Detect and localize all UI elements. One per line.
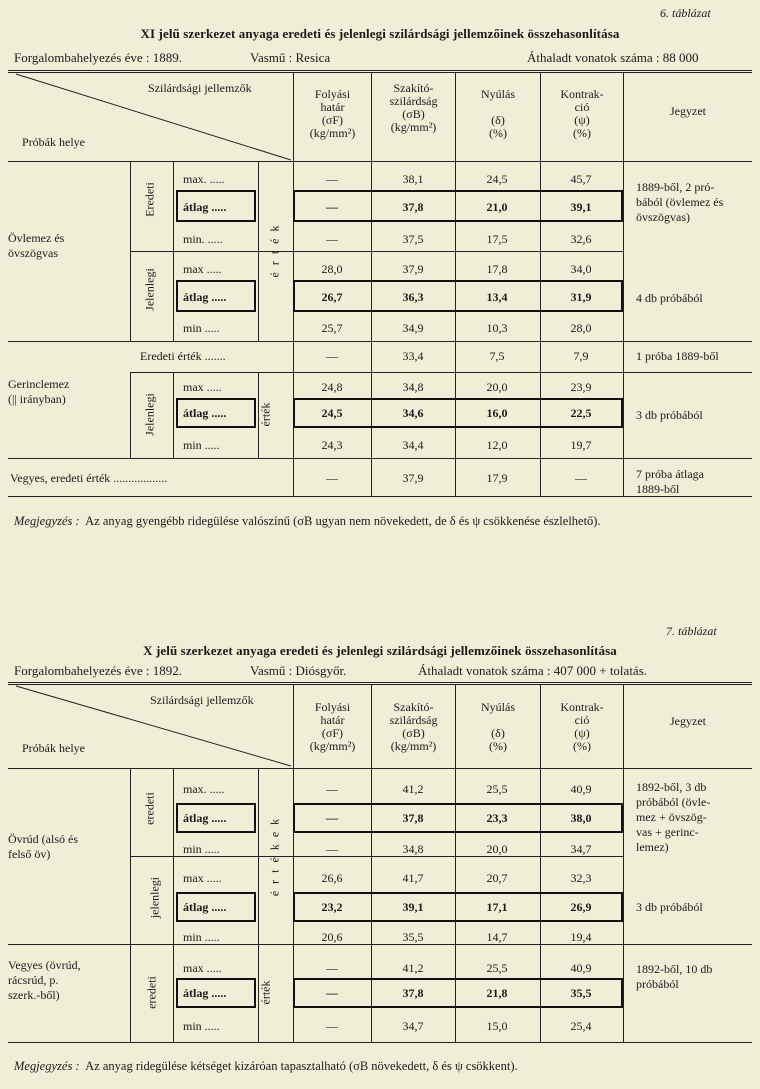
jelenlegi-label: Jelenlegi	[142, 393, 157, 436]
table-cell: 17,1	[486, 900, 508, 914]
table-cell: 35,5	[570, 986, 592, 1000]
table-cell: —	[326, 986, 338, 1000]
table-cell: 40,9	[570, 961, 592, 975]
table-cell: 14,7	[486, 930, 508, 944]
table-cell: —	[326, 811, 338, 825]
table-cell: 39,1	[570, 200, 592, 214]
row-label: min .....	[183, 321, 220, 335]
table-cell: 17,5	[486, 232, 508, 246]
highlight-box	[293, 978, 623, 1008]
row-label: max .....	[183, 380, 222, 394]
table-cell: 23,9	[570, 380, 592, 394]
row-label: átlag .....	[183, 406, 227, 420]
table-cell: 37,8	[402, 986, 424, 1000]
eredeti-label: eredeti	[144, 976, 159, 1009]
table-cell: 45,7	[570, 172, 592, 186]
works-label: Vasmű : Resica	[250, 50, 331, 65]
group-label: Övrúd (alsó és felső öv)	[8, 832, 78, 861]
ertekek-label: é r t é k	[267, 223, 282, 278]
note-text: 1892-ből, 3 db próbából (övle- mez + övszög- vas + gerinc- lemez)	[636, 780, 711, 854]
ertekek-label: é r t é k e k	[267, 816, 282, 897]
table-cell: 13,4	[486, 290, 508, 304]
table-cell: 38,0	[570, 811, 592, 825]
mixed-label: Vegyes, eredeti érték ..................	[10, 471, 168, 485]
eredeti-label: eredeti	[142, 792, 157, 825]
table-cell: 12,0	[486, 438, 508, 452]
table-cell: 39,1	[402, 900, 424, 914]
footnote: Megjegyzés : Az anyag gyengébb ridegülése valószínű (σB ugyan nem növekedett, de δ és ψ csökkenése észlelhető).	[14, 514, 601, 528]
table-cell: 26,6	[321, 871, 343, 885]
table-cell: 7,9	[573, 349, 589, 363]
year-label: Forgalombahelyezés éve : 1889.	[14, 50, 182, 65]
table-cell: 41,2	[402, 782, 424, 796]
table-cell: 41,2	[402, 961, 424, 975]
note-header: Jegyzet	[670, 714, 706, 728]
note-text: 3 db próbából	[636, 900, 703, 914]
table-cell: 25,5	[486, 782, 508, 796]
table-cell: 10,3	[486, 321, 508, 335]
highlight-box	[293, 190, 623, 222]
row-label: min. .....	[183, 232, 223, 246]
table-cell: 37,5	[402, 232, 424, 246]
table-cell: 17,9	[486, 471, 508, 485]
table-cell: 34,7	[402, 1019, 424, 1033]
highlight-box	[293, 398, 623, 428]
table-cell: 32,3	[570, 871, 592, 885]
table-cell: 19,7	[570, 438, 592, 452]
eredeti-label: Eredeti	[142, 182, 157, 217]
yield-header: Folyási határ (σF) (kg/mm²)	[309, 700, 356, 753]
note-header: Jegyzet	[670, 104, 706, 118]
highlight-box	[293, 280, 623, 312]
table-cell: 34,0	[570, 262, 592, 276]
highlight-box	[293, 803, 623, 833]
group-label: Gerinclemez (|| irányban)	[8, 377, 70, 406]
note-text: 3 db próbából	[636, 408, 703, 422]
table-cell: 37,9	[402, 471, 424, 485]
footnote: Megjegyzés : Az anyag ridegülése kétséget kizáróan tapasztalható (σB növekedett, δ és ψ csökkent).	[14, 1059, 518, 1073]
row-label: átlag .....	[183, 200, 227, 214]
row-label: max .....	[183, 961, 222, 975]
table-cell: 17,8	[486, 262, 508, 276]
table-cell: 15,0	[486, 1019, 508, 1033]
table-cell: 25,7	[321, 321, 343, 335]
table-cell: —	[326, 842, 338, 856]
table-cell: 21,0	[486, 200, 508, 214]
place-header: Próbák helye	[22, 135, 85, 149]
trains-label: Áthaladt vonatok száma : 407 000 + tolatás.	[418, 663, 648, 678]
table-cell: 34,9	[402, 321, 424, 335]
group-label: Övlemez és övszögvas	[8, 231, 65, 260]
row-label: min .....	[183, 1019, 220, 1033]
row-label: átlag .....	[183, 986, 227, 1000]
table-cell: 23,3	[486, 811, 508, 825]
trains-label: Áthaladt vonatok száma : 88 000	[527, 50, 699, 65]
highlight-box	[176, 398, 256, 428]
table-cell: —	[326, 961, 338, 975]
ertek-label: érték	[258, 402, 273, 427]
table-cell: —	[326, 172, 338, 186]
row-label: max. .....	[183, 782, 225, 796]
table-cell: 26,9	[570, 900, 592, 914]
param-header: Szilárdsági jellemzők	[148, 81, 252, 95]
table-cell: 20,6	[321, 930, 343, 944]
table-cell: 20,7	[486, 871, 508, 885]
table-cell: 25,4	[570, 1019, 592, 1033]
table-cell: 25,5	[486, 961, 508, 975]
row-label: max .....	[183, 871, 222, 885]
table-cell: 22,5	[570, 406, 592, 420]
note-text: 4 db próbából	[636, 291, 703, 305]
highlight-box	[176, 892, 256, 922]
group-label: Vegyes (övrúd, rácsrúd, p. szerk.-ből)	[8, 958, 81, 1002]
elong-header: Nyúlás (δ) (%)	[481, 700, 515, 753]
table-cell: 34,8	[402, 380, 424, 394]
table-cell: 34,7	[570, 842, 592, 856]
table-cell: 36,3	[402, 290, 424, 304]
contr-header: Kontrak- ció (ψ) (%)	[560, 87, 604, 140]
table-cell: 28,0	[570, 321, 592, 335]
elong-header: Nyúlás (δ) (%)	[481, 87, 515, 140]
table-cell: 33,4	[402, 349, 424, 363]
table-cell: 38,1	[402, 172, 424, 186]
table-cell: —	[326, 200, 338, 214]
table-cell: 16,0	[486, 406, 508, 420]
table-cell: 21,8	[486, 986, 508, 1000]
table-cell: 41,7	[402, 871, 424, 885]
note-text: 1889-ből, 2 pró- bából (övlemez és övszögvas)	[636, 180, 724, 224]
table-cell: —	[326, 471, 338, 485]
jelenlegi-label: Jelenlegi	[142, 268, 157, 311]
place-header: Próbák helye	[22, 741, 85, 755]
table-cell: 28,0	[321, 262, 343, 276]
table-cell: —	[575, 471, 587, 485]
table-cell: 40,9	[570, 782, 592, 796]
table-cell: 32,6	[570, 232, 592, 246]
table-cell: —	[326, 782, 338, 796]
row-label: átlag .....	[183, 900, 227, 914]
table-cell: 7,5	[489, 349, 505, 363]
table-number: 7. táblázat	[666, 624, 717, 638]
table-cell: 31,9	[570, 290, 592, 304]
row-label: min .....	[183, 438, 220, 452]
table-cell: —	[326, 1019, 338, 1033]
note-text: 1 próba 1889-ből	[636, 349, 719, 363]
table-cell: 35,5	[402, 930, 424, 944]
jelenlegi-label: jelenlegi	[147, 876, 162, 919]
table-cell: 26,7	[321, 290, 343, 304]
param-header: Szilárdsági jellemzők	[150, 693, 254, 707]
table-cell: 24,8	[321, 380, 343, 394]
highlight-box	[176, 280, 256, 312]
table-cell: 37,8	[402, 811, 424, 825]
table-cell: 20,0	[486, 842, 508, 856]
row-label: min .....	[183, 930, 220, 944]
table-cell: 19,4	[570, 930, 592, 944]
highlight-box	[176, 978, 256, 1008]
table-cell: —	[326, 349, 338, 363]
note-text: 7 próba átlaga 1889-ből	[636, 467, 704, 496]
year-label: Forgalombahelyezés éve : 1892.	[14, 663, 182, 678]
highlight-box	[176, 190, 256, 222]
table-title: XI jelű szerkezet anyaga eredeti és jelenlegi szilárdsági jellemzőinek összehasonlítása	[140, 26, 620, 41]
works-label: Vasmű : Diósgyőr.	[250, 663, 347, 678]
highlight-box	[293, 892, 623, 922]
row-label: átlag .....	[183, 811, 227, 825]
table-cell: 24,5	[486, 172, 508, 186]
table-cell: 24,3	[321, 438, 343, 452]
yield-header: Folyási határ (σF) (kg/mm²)	[309, 87, 356, 140]
note-text: 1892-ből, 10 db próbából	[636, 962, 713, 991]
table-cell: 37,9	[402, 262, 424, 276]
table-title: X jelű szerkezet anyaga eredeti és jelenlegi szilárdsági jellemzőinek összehasonlítása	[143, 643, 617, 658]
contr-header: Kontrak- ció (ψ) (%)	[560, 700, 604, 753]
table-cell: 34,4	[402, 438, 424, 452]
table-cell: 23,2	[321, 900, 343, 914]
row-label: átlag .....	[183, 290, 227, 304]
table-number: 6. táblázat	[660, 6, 711, 20]
table-cell: 24,5	[321, 406, 343, 420]
highlight-box	[176, 803, 256, 833]
table-cell: 34,8	[402, 842, 424, 856]
row-label: max. .....	[183, 172, 225, 186]
table-cell: 20,0	[486, 380, 508, 394]
table-cell: 37,8	[402, 200, 424, 214]
eredeti-ertek-label: Eredeti érték .......	[140, 349, 226, 363]
row-label: max .....	[183, 262, 222, 276]
tensile-header: Szakító- szilárdság (σB) (kg/mm²)	[389, 700, 438, 753]
table-cell: 34,6	[402, 406, 424, 420]
ertek-label: érték	[258, 980, 273, 1005]
tensile-header: Szakító- szilárdság (σB) (kg/mm²)	[389, 81, 438, 134]
table-cell: —	[326, 232, 338, 246]
row-label: min .....	[183, 842, 220, 856]
